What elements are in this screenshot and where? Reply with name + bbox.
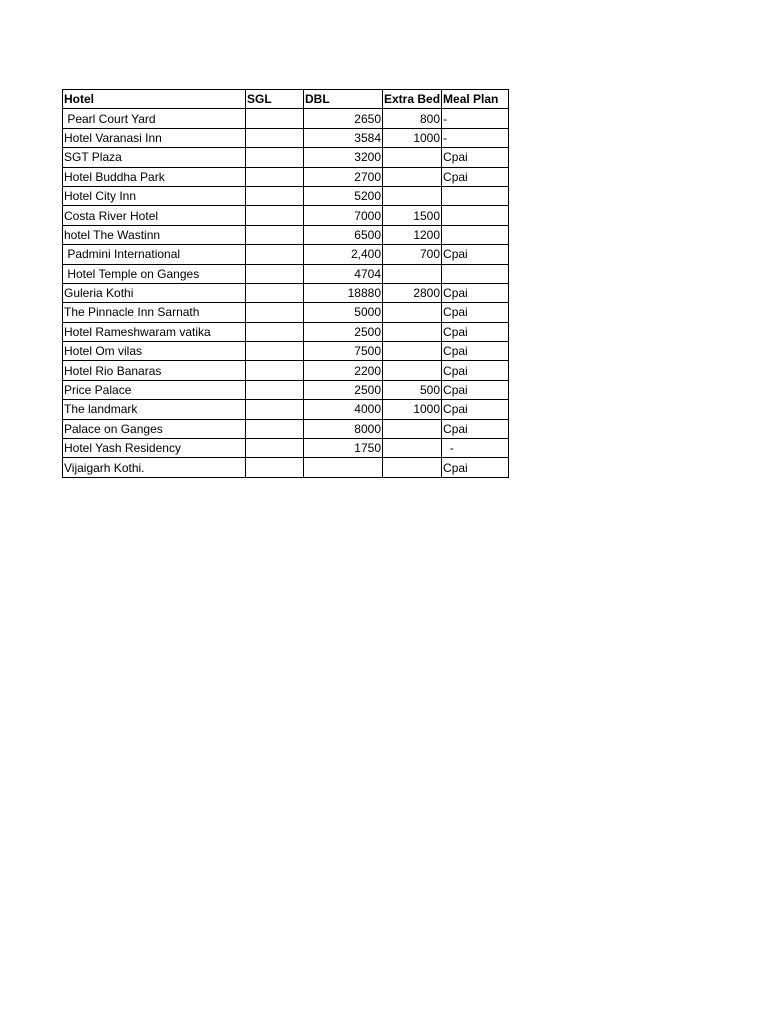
table-row	[63, 322, 509, 341]
cell-dbl: 5200	[304, 186, 383, 205]
header-sgl: SGL	[246, 90, 304, 109]
cell-dbl: 8000	[304, 419, 383, 438]
table-row	[63, 380, 509, 399]
cell-extra-bed	[383, 148, 442, 167]
cell-hotel: Padmini International	[63, 245, 246, 264]
cell-extra-bed: 800	[383, 109, 442, 128]
cell-dbl: 5000	[304, 303, 383, 322]
cell-sgl	[246, 380, 304, 399]
header-extra-bed: Extra Bed	[383, 90, 442, 109]
cell-hotel: Guleria Kothi	[63, 283, 246, 302]
cell-extra-bed	[383, 303, 442, 322]
cell-dbl: 18880	[304, 283, 383, 302]
cell-extra-bed	[383, 458, 442, 477]
cell-hotel: Price Palace	[63, 380, 246, 399]
table-row	[63, 361, 509, 380]
table-row	[63, 342, 509, 361]
cell-meal-plan: Cpai	[442, 283, 509, 302]
cell-hotel: Hotel Buddha Park	[63, 167, 246, 186]
table-row	[63, 283, 509, 302]
cell-meal-plan: Cpai	[442, 303, 509, 322]
table-row	[63, 167, 509, 186]
cell-sgl	[246, 283, 304, 302]
cell-hotel: The Pinnacle Inn Sarnath	[63, 303, 246, 322]
cell-meal-plan: Cpai	[442, 400, 509, 419]
cell-extra-bed	[383, 419, 442, 438]
cell-sgl	[246, 458, 304, 477]
cell-hotel: SGT Plaza	[63, 148, 246, 167]
cell-hotel: Costa River Hotel	[63, 206, 246, 225]
cell-sgl	[246, 439, 304, 458]
cell-meal-plan: Cpai	[442, 361, 509, 380]
cell-meal-plan: Cpai	[442, 419, 509, 438]
cell-extra-bed	[383, 186, 442, 205]
cell-extra-bed	[383, 342, 442, 361]
cell-hotel: Hotel Yash Residency	[63, 439, 246, 458]
cell-extra-bed: 1500	[383, 206, 442, 225]
cell-extra-bed: 700	[383, 245, 442, 264]
table-row	[63, 128, 509, 147]
cell-meal-plan: Cpai	[442, 148, 509, 167]
cell-sgl	[246, 167, 304, 186]
cell-extra-bed	[383, 439, 442, 458]
table-header-row	[63, 90, 509, 109]
cell-dbl: 7500	[304, 342, 383, 361]
cell-hotel: The landmark	[63, 400, 246, 419]
cell-sgl	[246, 342, 304, 361]
cell-meal-plan	[442, 186, 509, 205]
table-row	[63, 206, 509, 225]
cell-dbl: 2500	[304, 322, 383, 341]
cell-hotel: Vijaigarh Kothi.	[63, 458, 246, 477]
cell-extra-bed	[383, 167, 442, 186]
cell-hotel: Pearl Court Yard	[63, 109, 246, 128]
table-row	[63, 400, 509, 419]
cell-sgl	[246, 361, 304, 380]
table-row	[63, 225, 509, 244]
cell-dbl: 3584	[304, 128, 383, 147]
cell-meal-plan: Cpai	[442, 458, 509, 477]
table-row	[63, 148, 509, 167]
cell-sgl	[246, 206, 304, 225]
cell-meal-plan: -	[442, 128, 509, 147]
cell-hotel: Hotel Rio Banaras	[63, 361, 246, 380]
cell-sgl	[246, 225, 304, 244]
cell-sgl	[246, 303, 304, 322]
cell-extra-bed: 1200	[383, 225, 442, 244]
table-row	[63, 303, 509, 322]
cell-hotel: Hotel City Inn	[63, 186, 246, 205]
cell-dbl: 1750	[304, 439, 383, 458]
cell-dbl: 4000	[304, 400, 383, 419]
cell-meal-plan: Cpai	[442, 322, 509, 341]
cell-dbl: 2700	[304, 167, 383, 186]
cell-sgl	[246, 322, 304, 341]
cell-meal-plan	[442, 225, 509, 244]
cell-meal-plan: -	[442, 439, 509, 458]
cell-extra-bed: 2800	[383, 283, 442, 302]
cell-meal-plan: Cpai	[442, 167, 509, 186]
cell-hotel: hotel The Wastinn	[63, 225, 246, 244]
cell-sgl	[246, 148, 304, 167]
cell-dbl: 2,400	[304, 245, 383, 264]
cell-meal-plan: Cpai	[442, 342, 509, 361]
table-row	[63, 109, 509, 128]
hotel-rates-table	[62, 89, 509, 478]
table-row	[63, 458, 509, 477]
cell-extra-bed	[383, 264, 442, 283]
header-meal-plan: Meal Plan	[442, 90, 509, 109]
cell-hotel: Hotel Temple on Ganges	[63, 264, 246, 283]
header-hotel: Hotel	[63, 90, 246, 109]
cell-dbl: 4704	[304, 264, 383, 283]
cell-meal-plan: Cpai	[442, 380, 509, 399]
cell-sgl	[246, 419, 304, 438]
cell-extra-bed: 1000	[383, 128, 442, 147]
cell-sgl	[246, 109, 304, 128]
table-row	[63, 264, 509, 283]
cell-sgl	[246, 186, 304, 205]
table-row	[63, 419, 509, 438]
table-row	[63, 186, 509, 205]
cell-extra-bed: 500	[383, 380, 442, 399]
cell-hotel: Hotel Rameshwaram vatika	[63, 322, 246, 341]
cell-extra-bed: 1000	[383, 400, 442, 419]
cell-dbl: 2650	[304, 109, 383, 128]
cell-hotel: Hotel Varanasi Inn	[63, 128, 246, 147]
header-dbl: DBL	[304, 90, 383, 109]
cell-sgl	[246, 128, 304, 147]
cell-dbl: 3200	[304, 148, 383, 167]
cell-meal-plan: -	[442, 109, 509, 128]
table-row	[63, 245, 509, 264]
cell-sgl	[246, 264, 304, 283]
cell-hotel: Hotel Om vilas	[63, 342, 246, 361]
cell-meal-plan	[442, 206, 509, 225]
cell-meal-plan	[442, 264, 509, 283]
cell-dbl: 2500	[304, 380, 383, 399]
cell-extra-bed	[383, 361, 442, 380]
cell-meal-plan: Cpai	[442, 245, 509, 264]
cell-dbl: 7000	[304, 206, 383, 225]
table-row	[63, 439, 509, 458]
cell-hotel: Palace on Ganges	[63, 419, 246, 438]
cell-extra-bed	[383, 322, 442, 341]
cell-dbl: 2200	[304, 361, 383, 380]
cell-sgl	[246, 400, 304, 419]
cell-sgl	[246, 245, 304, 264]
cell-dbl	[304, 458, 383, 477]
cell-dbl: 6500	[304, 225, 383, 244]
